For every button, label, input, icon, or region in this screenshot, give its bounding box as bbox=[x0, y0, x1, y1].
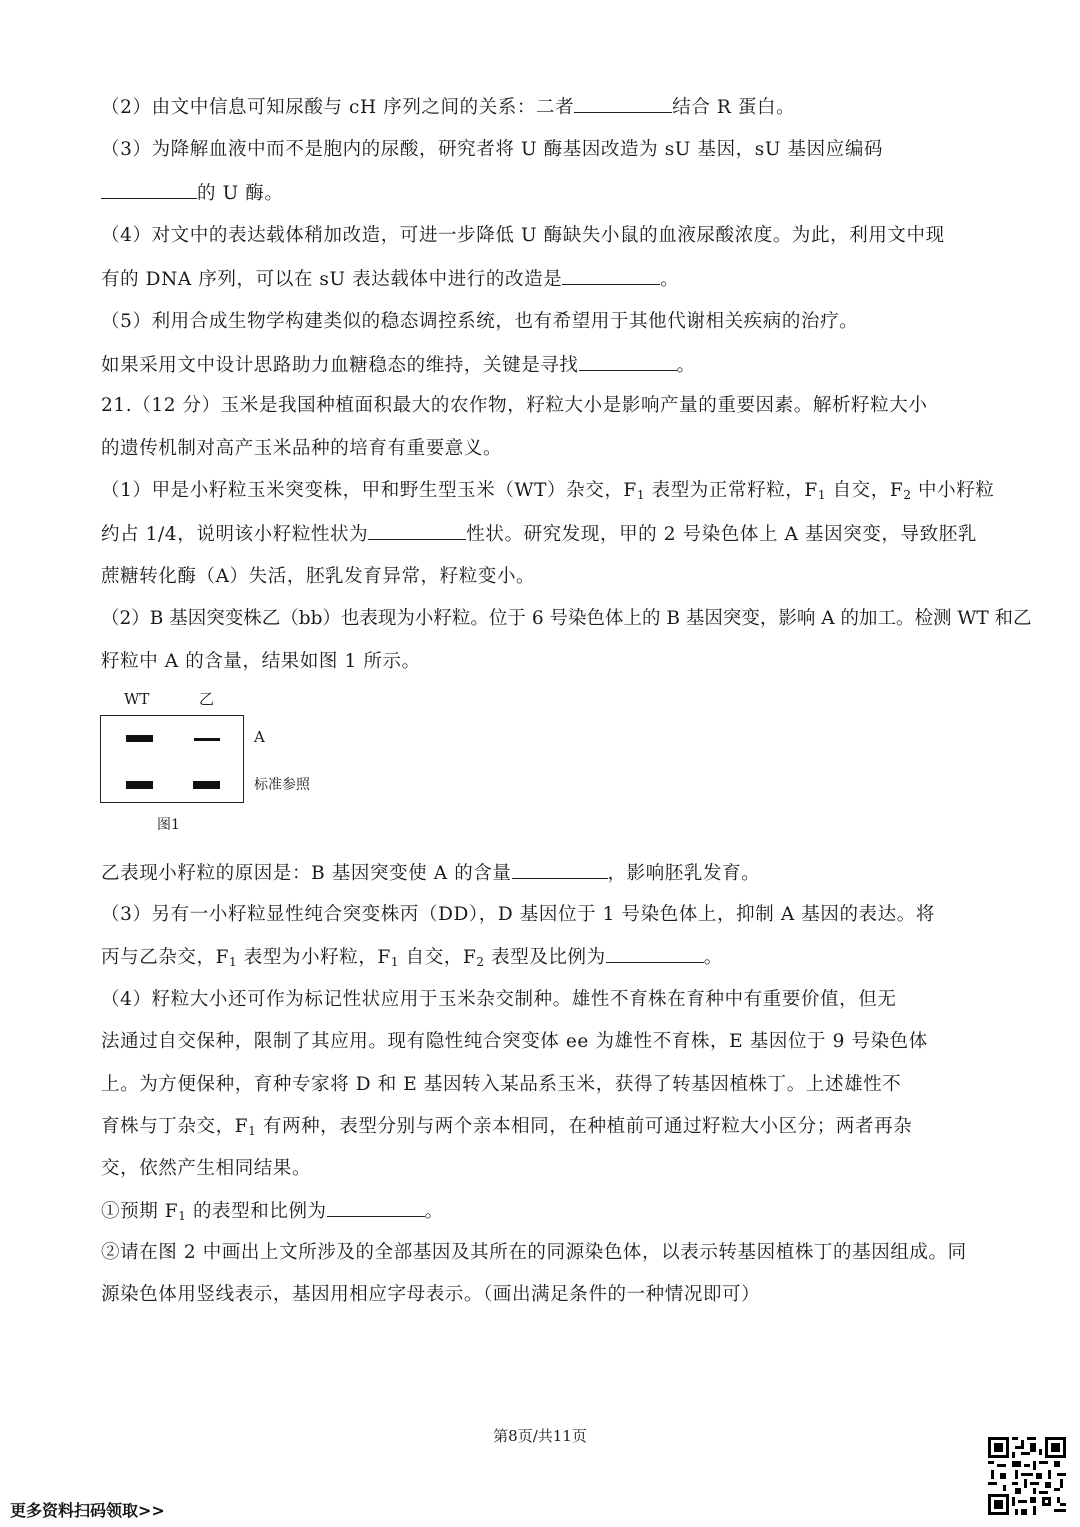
row-label-reference: 标准参照 bbox=[254, 777, 310, 793]
text: 丙与乙杂交，F bbox=[101, 947, 230, 968]
page-number: 第8页/共11页 bbox=[493, 1427, 587, 1445]
question-4-line2 bbox=[101, 266, 679, 293]
answer-blank[interactable] bbox=[327, 1198, 425, 1217]
subscript: 1 bbox=[178, 1209, 187, 1223]
text: 中小籽粒 bbox=[911, 480, 995, 501]
question-21-4-line3: 上。为方便保种，育种专家将 D 和 E 基因转入某品系玉米，获得了转基因植株丁。上述雄性不 bbox=[101, 1074, 902, 1095]
row-label-a: A bbox=[254, 728, 265, 746]
band-yi-reference bbox=[193, 781, 220, 789]
band-wt-a bbox=[126, 735, 153, 742]
question-21-3-line2 bbox=[101, 944, 723, 971]
text: 的 U 酶。 bbox=[197, 183, 284, 204]
question-21-1-line1 bbox=[101, 478, 994, 504]
text: 。 bbox=[703, 947, 723, 968]
answer-blank[interactable] bbox=[101, 180, 197, 199]
question-21-4-sub2-line1: ②请在图 2 中画出上文所涉及的全部基因及其所在的同源染色体，以表示转基因植株丁的基因组成。同 bbox=[101, 1242, 967, 1263]
question-21-3-line1: （3）另有一小籽粒显性纯合突变株丙（DD），D 基因位于 1 号染色体上，抑制 A 基因的表达。将 bbox=[101, 904, 935, 925]
question-5-line1: （5）利用合成生物学构建类似的稳态调控系统，也有希望用于其他代谢相关疾病的治疗。 bbox=[101, 311, 859, 332]
text: 。 bbox=[424, 1201, 444, 1222]
band-yi-a bbox=[194, 738, 220, 741]
question-21-1-line3: 蔗糖转化酶（A）失活，胚乳发育异常，籽粒变小。 bbox=[101, 566, 536, 587]
text: 有的 DNA 序列，可以在 sU 表达载体中进行的改造是 bbox=[101, 269, 563, 290]
answer-blank[interactable] bbox=[512, 860, 608, 879]
text: 表型及比例为 bbox=[484, 947, 606, 968]
text: 性状。研究发现，甲的 2 号染色体上 A 基因突变，导致胚乳 bbox=[466, 524, 977, 545]
text: （2）由文中信息可知尿酸与 cH 序列之间的关系：二者 bbox=[101, 97, 575, 118]
text: 有两种，表型分别与两个亲本相同，在种植前可通过籽粒大小区分；两者再杂 bbox=[256, 1116, 913, 1137]
lane-label-wt: WT bbox=[124, 690, 150, 708]
text: 乙表现小籽粒的原因是：B 基因突变使 A 的含量 bbox=[101, 863, 512, 884]
text: ①预期 F bbox=[101, 1201, 179, 1222]
question-21-4-line5: 交，依然产生相同结果。 bbox=[101, 1158, 312, 1179]
question-21-4-sub1 bbox=[101, 1198, 444, 1225]
figure-caption: 图1 bbox=[157, 817, 180, 833]
text: 表型为正常籽粒，F bbox=[645, 480, 818, 501]
text: （1）甲是小籽粒玉米突变株，甲和野生型玉米（WT）杂交，F bbox=[101, 480, 637, 501]
promo-link[interactable]: 更多资料扫码领取>> bbox=[10, 1501, 165, 1520]
question-21-4-line1: （4）籽粒大小还可作为标记性状应用于玉米杂交制种。雄性不育株在育种中有重要价值，但无 bbox=[101, 989, 897, 1010]
subscript: 2 bbox=[903, 488, 912, 502]
answer-blank[interactable] bbox=[368, 521, 466, 540]
subscript: 1 bbox=[636, 488, 646, 502]
question-3-line2 bbox=[101, 180, 283, 207]
figure-1-gel bbox=[100, 690, 340, 835]
text: 自交，F bbox=[826, 480, 904, 501]
answer-blank[interactable] bbox=[579, 352, 677, 371]
question-21-4-line4 bbox=[101, 1114, 912, 1140]
answer-blank[interactable] bbox=[562, 266, 660, 285]
question-21-2-line3 bbox=[101, 860, 760, 887]
subscript: 2 bbox=[476, 955, 485, 969]
question-5-line2 bbox=[101, 352, 696, 379]
gel-frame bbox=[100, 715, 244, 803]
text: 自交，F bbox=[399, 947, 477, 968]
question-21-4-line2: 法通过自交保种，限制了其应用。现有隐性纯合突变体 ee 为雄性不育株，E 基因位于 9 号染色体 bbox=[101, 1031, 928, 1052]
lane-label-yi: 乙 bbox=[199, 690, 215, 708]
question-4-line1: （4）对文中的表达载体稍加改造，可进一步降低 U 酶缺失小鼠的血液尿酸浓度。为此，利用文中现 bbox=[101, 225, 945, 246]
question-2 bbox=[101, 94, 795, 121]
question-21-line1: 21.（12 分）玉米是我国种植面积最大的农作物，籽粒大小是影响产量的重要因素。解析籽粒大小 bbox=[101, 395, 928, 416]
text: 如果采用文中设计思路助力血糖稳态的维持，关键是寻找 bbox=[101, 355, 579, 376]
text: ，影响胚乳发育。 bbox=[607, 863, 761, 884]
question-21-1-line2 bbox=[101, 521, 977, 548]
text: 。 bbox=[676, 355, 696, 376]
qr-code-icon[interactable] bbox=[988, 1437, 1066, 1515]
subscript: 1 bbox=[229, 955, 238, 969]
subscript: 1 bbox=[248, 1124, 257, 1138]
text: 结合 R 蛋白。 bbox=[672, 97, 796, 118]
band-wt-reference bbox=[126, 781, 153, 789]
question-3-line1: （3）为降解血液中而不是胞内的尿酸，研究者将 U 酶基因改造为 sU 基因，sU 基因应编码 bbox=[101, 139, 884, 160]
text: 育株与丁杂交，F bbox=[101, 1116, 249, 1137]
question-21-2-line1: （2）B 基因突变株乙（bb）也表现为小籽粒。位于 6 号染色体上的 B 基因突变，影响 A 的加工。检测 WT 和乙 bbox=[101, 608, 1032, 629]
answer-blank[interactable] bbox=[574, 94, 672, 113]
text: 表型为小籽粒，F bbox=[237, 947, 391, 968]
text: 。 bbox=[660, 269, 680, 290]
question-21-4-sub2-line2: 源染色体用竖线表示，基因用相应字母表示。（画出满足条件的一种情况即可） bbox=[101, 1284, 761, 1305]
text: 约占 1/4，说明该小籽粒性状为 bbox=[101, 524, 369, 545]
text: 的表型和比例为 bbox=[186, 1201, 327, 1222]
question-21-line2: 的遗传机制对高产玉米品种的培育有重要意义。 bbox=[101, 438, 503, 459]
subscript: 1 bbox=[390, 955, 400, 969]
question-21-2-line2: 籽粒中 A 的含量，结果如图 1 所示。 bbox=[101, 651, 421, 672]
subscript: 1 bbox=[817, 488, 827, 502]
answer-blank[interactable] bbox=[606, 944, 704, 963]
